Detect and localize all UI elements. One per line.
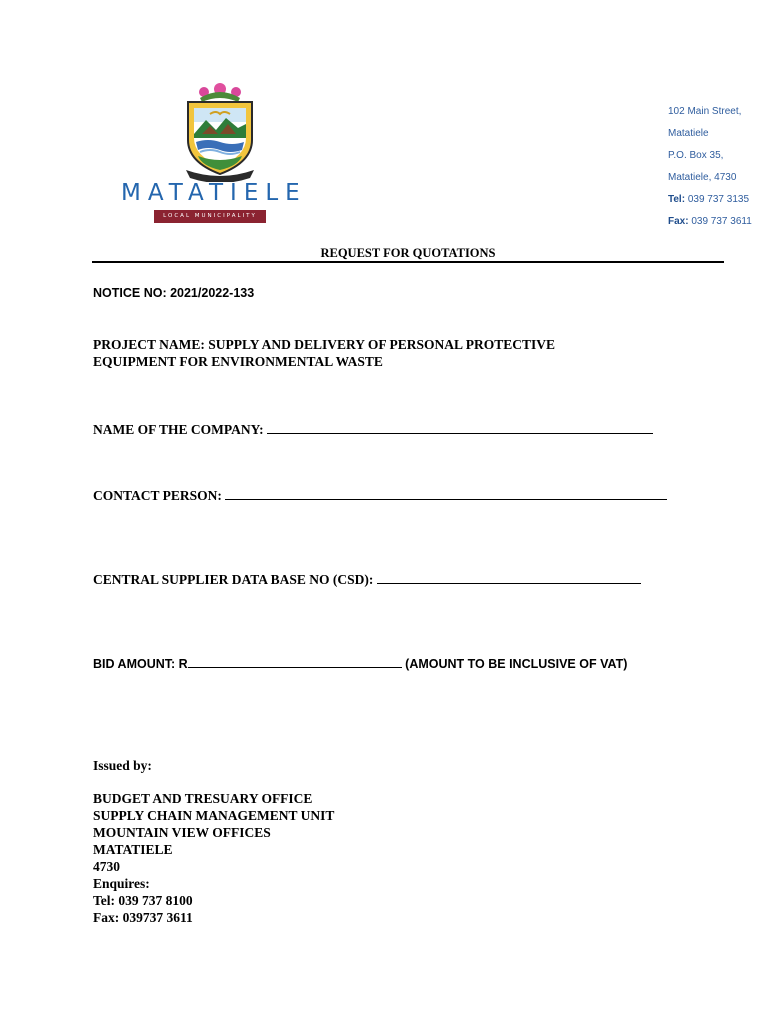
issuer-line-1: BUDGET AND TRESUARY OFFICE — [93, 791, 313, 806]
company-blank-line[interactable] — [267, 422, 653, 434]
contact-label: CONTACT PERSON: — [93, 488, 222, 503]
logo-subtitle-bar: LOCAL MUNICIPALITY — [154, 210, 266, 223]
issuer-line-7: Tel: 039 737 8100 — [93, 893, 193, 908]
address-tel-value: 039 737 3135 — [687, 194, 749, 205]
address-street: 102 Main Street, — [668, 106, 742, 117]
issuer-line-5: 4730 — [93, 859, 120, 874]
document-title: REQUEST FOR QUOTATIONS — [320, 246, 496, 260]
company-label: NAME OF THE COMPANY: — [93, 422, 264, 437]
address-fax-value: 039 737 3611 — [691, 216, 752, 227]
address-fax-label: Fax: — [668, 216, 689, 227]
bid-amount-label: BID AMOUNT: R — [93, 657, 188, 671]
address-po-box: P.O. Box 35, — [668, 150, 724, 161]
address-fax — [668, 216, 752, 227]
csd-label: CENTRAL SUPPLIER DATA BASE NO (CSD): — [93, 572, 374, 587]
address-town-code: Matatiele, 4730 — [668, 172, 737, 183]
company-field[interactable] — [93, 422, 653, 438]
contact-field[interactable] — [93, 488, 667, 504]
address-tel-label: Tel: — [668, 194, 686, 205]
issuer-line-3: MOUNTAIN VIEW OFFICES — [93, 825, 271, 840]
project-name-line-2: EQUIPMENT FOR ENVIRONMENTAL WASTE — [93, 354, 383, 369]
title-divider — [92, 261, 724, 263]
issued-by-label: Issued by: — [93, 758, 152, 773]
bid-amount-note: (AMOUNT TO BE INCLUSIVE OF VAT) — [405, 657, 628, 671]
logo-wordmark: MATATIELE — [121, 180, 307, 206]
bid-amount-blank-line[interactable] — [188, 656, 402, 668]
contact-blank-line[interactable] — [225, 488, 667, 500]
project-name — [93, 336, 555, 370]
issuer-line-4: MATATIELE — [93, 842, 173, 857]
issuer-line-8: Fax: 039737 3611 — [93, 910, 193, 925]
address-town: Matatiele — [668, 128, 709, 139]
address-tel — [668, 194, 749, 205]
csd-blank-line[interactable] — [377, 572, 641, 584]
issuer-line-6: Enquires: — [93, 876, 150, 891]
municipal-crest-icon — [180, 82, 260, 182]
bid-amount-field[interactable] — [93, 656, 627, 671]
issuer-line-2: SUPPLY CHAIN MANAGEMENT UNIT — [93, 808, 335, 823]
notice-number: NOTICE NO: 2021/2022-133 — [93, 286, 255, 300]
issuer-block — [93, 790, 334, 926]
csd-field[interactable] — [93, 572, 641, 588]
project-name-line-1: PROJECT NAME: SUPPLY AND DELIVERY OF PERSONAL PROTECTIVE — [93, 337, 555, 352]
